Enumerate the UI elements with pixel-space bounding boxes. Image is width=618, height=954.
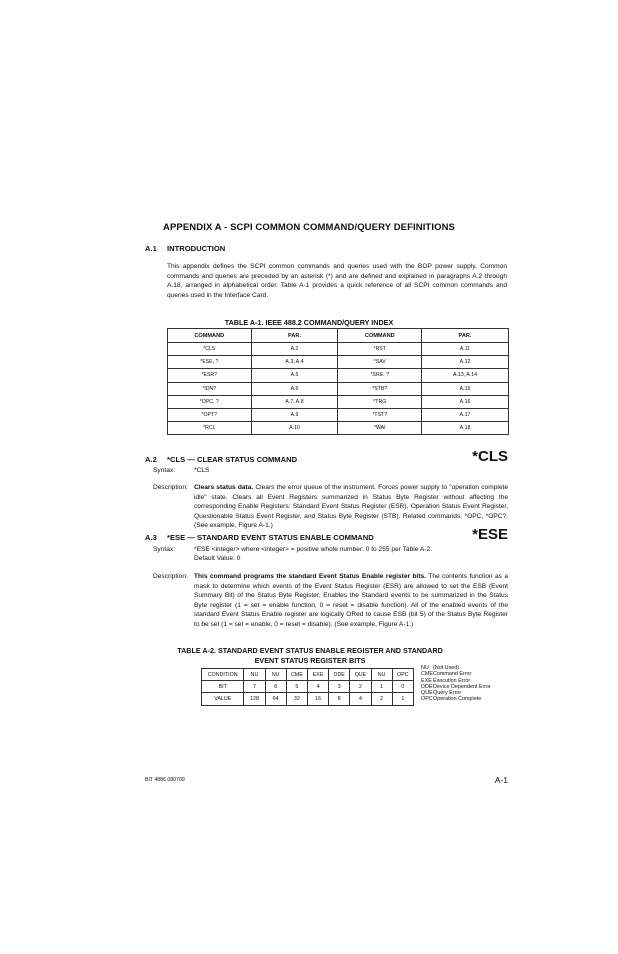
a2-syntax: *CLS [194,467,210,474]
command-cell: *IDN? [168,382,252,395]
paragraph-ref-cell: A.15 [422,382,509,395]
row-label-cell: BIT [202,681,244,693]
table-a1-header: COMMAND [338,329,422,343]
paragraph-ref-cell: A.11 [422,343,509,356]
legend-abbreviation: OPC [421,696,433,703]
command-cell: *ESE, ? [168,356,252,369]
section-a3-title: *ESE — STANDARD EVENT STATUS ENABLE COMMAND [167,533,374,542]
bit-cell: 4 [350,693,371,705]
bit-cell: 32 [286,693,307,705]
bit-cell: 128 [244,693,265,705]
status-bits-table [201,668,414,706]
legend-meaning: Device Dependent Error [433,683,491,690]
bit-cell: DDE [329,669,350,681]
bit-cell: 1 [371,681,392,693]
command-cell: *CLS [168,343,252,356]
a2-description-label: Description: [153,484,188,491]
legend-meaning: Execution Error [433,677,471,684]
paragraph-ref-cell: A.16 [422,395,509,408]
table-row [202,681,414,693]
command-cell: *RST [338,343,422,356]
table-a2-caption-line1: TABLE A-2. STANDARD EVENT STATUS ENABLE REGISTER AND STANDARD [177,646,443,655]
legend-abbreviation: EXE [421,677,432,684]
table-a1-header: PAR. [251,329,338,343]
a3-syntax-label: Syntax: [153,546,175,553]
paragraph-ref-cell: A.2 [251,343,338,356]
bit-cell: 2 [350,681,371,693]
legend-abbreviation: QUE [421,690,433,697]
bit-cell: 1 [392,693,413,705]
bit-cell: NU [244,669,265,681]
table-a1-header: PAR. [422,329,509,343]
a3-syntax-line2: Default Value: 0 [194,555,241,562]
section-a1-title: INTRODUCTION [167,244,226,253]
bit-cell: 64 [265,693,286,705]
command-cell: *TRG [338,395,422,408]
bit-cell: NU [265,669,286,681]
bit-cell: 16 [307,693,328,705]
table-a2-caption-line2: EVENT STATUS REGISTER BITS [254,656,366,665]
bit-cell: 0 [392,681,413,693]
a3-description-lead: This command programs the standard Event Status Enable register bits. [194,573,427,580]
section-a2-number: A.2 [145,455,157,464]
a3-description-label: Description: [153,573,188,580]
legend-abbreviation: CME [421,671,433,678]
bit-cell: 7 [244,681,265,693]
section-a2-command-heading: *CLS [472,448,508,465]
paragraph-ref-cell: A.13, A.14 [422,369,509,382]
command-cell: *RCL [168,422,252,435]
a2-syntax-label: Syntax: [153,467,175,474]
status-bits-legend [421,665,491,703]
section-a3-number: A.3 [145,533,157,542]
table-row [168,408,509,421]
table-a1-caption: TABLE A-1. IEEE 488.2 COMMAND/QUERY INDEX [224,318,394,327]
table-row [168,369,509,382]
bit-cell: 5 [286,681,307,693]
bit-cell: NU [371,669,392,681]
command-index-table [167,328,509,435]
legend-meaning: Operation Complete [433,696,482,703]
paragraph-ref-cell: A.9 [251,408,338,421]
command-cell: *ESR? [168,369,252,382]
table-row [168,395,509,408]
legend-meaning: (Not Used) [433,665,460,671]
paragraph-ref-cell: A.6 [251,382,338,395]
paragraph-ref-cell: A.3, A.4 [251,356,338,369]
a3-description-text: The contents function as a mask to determine which events of the Event Status Register (ESR) are allowed to set the ESB (Event Summary Bit) of the Status Byte Register. Enables the Standard events to be summarized in the Status Byte register (1 = set = enable function, 0 = reset = disable function). All of the enabled events of the standard Event Status Enable register are logically ORed to cause ESB (bit 5) of the Status Byte Register to be set (1 = set = enable, 0 = reset = disable). (See example, Figure A-1.) [194,573,508,628]
command-cell: *OPT? [168,408,252,421]
table-row [202,693,414,705]
section-a3-command-heading: *ESE [472,526,508,543]
bit-cell: QUE [350,669,371,681]
a2-description-lead: Clears status data. [194,484,254,491]
a3-description [194,572,508,630]
command-cell: *STB? [338,382,422,395]
bit-cell: 4 [307,681,328,693]
command-cell: *TST? [338,408,422,421]
table-row [168,356,509,369]
table-a1-header: COMMAND [168,329,252,343]
paragraph-ref-cell: A.12 [422,356,509,369]
paragraph-ref-cell: A.17 [422,408,509,421]
a2-description [194,483,508,531]
footer-doc-id: BIT 4886 080709 [145,777,185,783]
legend-abbreviation: DDE [421,683,433,690]
command-cell: *WAI [338,422,422,435]
bit-cell: 3 [329,681,350,693]
section-a2-title: *CLS — CLEAR STATUS COMMAND [167,455,298,464]
table-row [168,422,509,435]
legend-item [421,696,491,702]
section-a1-body: This appendix defines the SCPI common commands and queries used with the BOP power supply. Common commands and queries are preceded by an asterisk (*) and are defined and explained in paragraphs A.2 through A.18, arranged in alphabetical order. Table A-1 provides a quick reference of all SCPI common commands and queries used in the Interface Card. [167,263,507,299]
paragraph-ref-cell: A.18 [422,422,509,435]
page-number: A-1 [494,775,508,785]
row-label-cell: VALUE [202,693,244,705]
command-cell: *SRE, ? [338,369,422,382]
table-row [168,343,509,356]
table-row [168,382,509,395]
bit-cell: OPC [392,669,413,681]
legend-meaning: Query Error [433,690,462,697]
bit-cell: 6 [265,681,286,693]
bit-cell: EXE [307,669,328,681]
bit-cell: 8 [329,693,350,705]
paragraph-ref-cell: A.5 [251,369,338,382]
bit-cell: CME [286,669,307,681]
table-row [202,669,414,681]
bit-cell: 2 [371,693,392,705]
paragraph-ref-cell: A.10 [251,422,338,435]
page-title: APPENDIX A - SCPI COMMON COMMAND/QUERY DEFINITIONS [163,222,455,233]
section-a1-number: A.1 [145,244,157,253]
command-cell: *SAV [338,356,422,369]
row-label-cell: CONDITION [202,669,244,681]
legend-abbreviation: NU [421,665,429,671]
legend-meaning: Command Error [433,671,472,678]
a2-description-text: Clears the error queue of the instrument. Forces power supply to "operation complete idle" state. Clears all Event Registers summarized in Status Byte Register without affecting the corresponding Enable Registers: Standard Event Status Register (ESR), Operation Status Event Register, Questionable Status Event Register, and Status Byte Register (STB). Related commands: *OPC, *OPC?. (See example, Figure A-1.) [194,484,508,530]
a3-syntax-line1: *ESE <integer> where <integer> = positive whole number: 0 to 255 per Table A-2. [194,546,432,553]
command-cell: *OPC, ? [168,395,252,408]
paragraph-ref-cell: A.7, A.8 [251,395,338,408]
